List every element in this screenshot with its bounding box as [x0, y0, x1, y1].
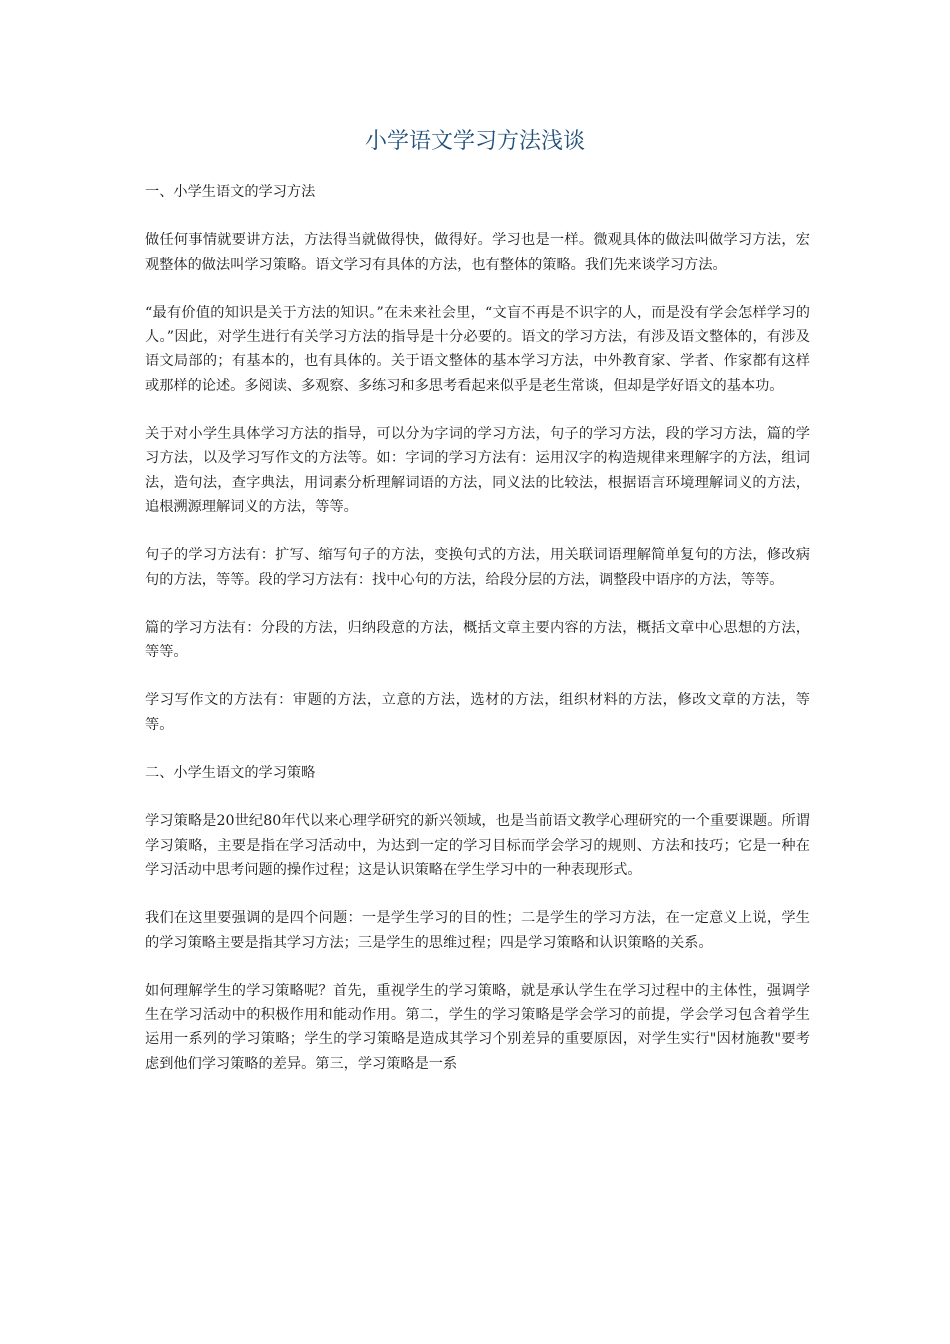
document-title: 小学语文学习方法浅谈: [364, 129, 585, 154]
paragraph-2: “最有价值的知识是关于方法的知识。”在未来社会里，“文盲不再是不识字的人，而是没有学会怎样学习的人。”因此，对学生进行有关学习方法的指导是十分必要的。语文的学习方法，有涉及语文整体的，有涉及语文局部的；有基本的，也有具体的。关于语文整体的基本学习方法，中外教育家、学者、作家都有这样或那样的论述。多阅读、多观察、多练习和多思考看起来似乎是老生常谈，但却是学好语文的基本功。: [145, 304, 810, 394]
paragraph-1: 做任何事情就要讲方法，方法得当就做得快，做得好。学习也是一样。微观具体的做法叫做学习方法，宏观整体的做法叫学习策略。语文学习有具体的方法，也有整体的策略。我们先来谈学习方法。: [145, 232, 810, 273]
section-heading-2: 二、小学生语文的学习策略: [145, 765, 316, 782]
section-heading-1: 一、小学生语文的学习方法: [145, 184, 316, 200]
paragraph-5: 篇的学习方法有：分段的方法，归纳段意的方法，概括文章主要内容的方法，概括文章中心思想的方法，等等。: [145, 619, 810, 661]
paragraph-9: 如何理解学生的学习策略呢？首先，重视学生的学习策略，就是承认学生在学习过程中的主体性，强调学生在学习活动中的积极作用和能动作用。第二，学生的学习策略是学会学习的前提，学会学习包含着学生运用一系列的学习策略；学生的学习策略是造成其学习个别差异的重要原因，对学生实行"因材施教"要考虑到他们学习策略的差异。第三，学习策略是一系: [145, 982, 810, 1072]
paragraph-3: 关于对小学生具体学习方法的指导，可以分为字词的学习方法，句子的学习方法，段的学习方法，篇的学习方法，以及学习写作文的方法等。如：字词的学习方法有：运用汉字的构造规律来理解字的方法，组词法，造句法，查字典法，用词素分析理解词语的方法，同义法的比较法，根据语言环境理解词义的方法，追根溯源理解词义的方法，等等。: [145, 426, 810, 515]
paragraph-8: 我们在这里要强调的是四个问题：一是学生学习的目的性；二是学生的学习方法，在一定意义上说，学生的学习策略主要是指其学习方法；三是学生的思维过程；四是学习策略和认识策略的关系。: [145, 910, 810, 951]
paragraph-6: 学习写作文的方法有：审题的方法，立意的方法，选材的方法，组织材料的方法，修改文章的方法，等等。: [145, 692, 810, 733]
paragraph-7: 学习策略是20世纪80年代以来心理学研究的新兴领域，也是当前语文教学心理研究的一个重要课题。所谓学习策略，主要是指在学习活动中，为达到一定的学习目标而学会学习的规则、方法和技巧；它是一种在学习活动中思考问题的操作过程；这是认识策略在学生学习中的一种表现形式。: [145, 813, 810, 878]
document-body: [145, 180, 810, 1100]
paragraph-4: 句子的学习方法有：扩写、缩写句子的方法，变换句式的方法，用关联词语理解简单复句的方法，修改病句的方法，等等。段的学习方法有：找中心句的方法，给段分层的方法，调整段中语序的方法，等等。: [145, 547, 810, 588]
